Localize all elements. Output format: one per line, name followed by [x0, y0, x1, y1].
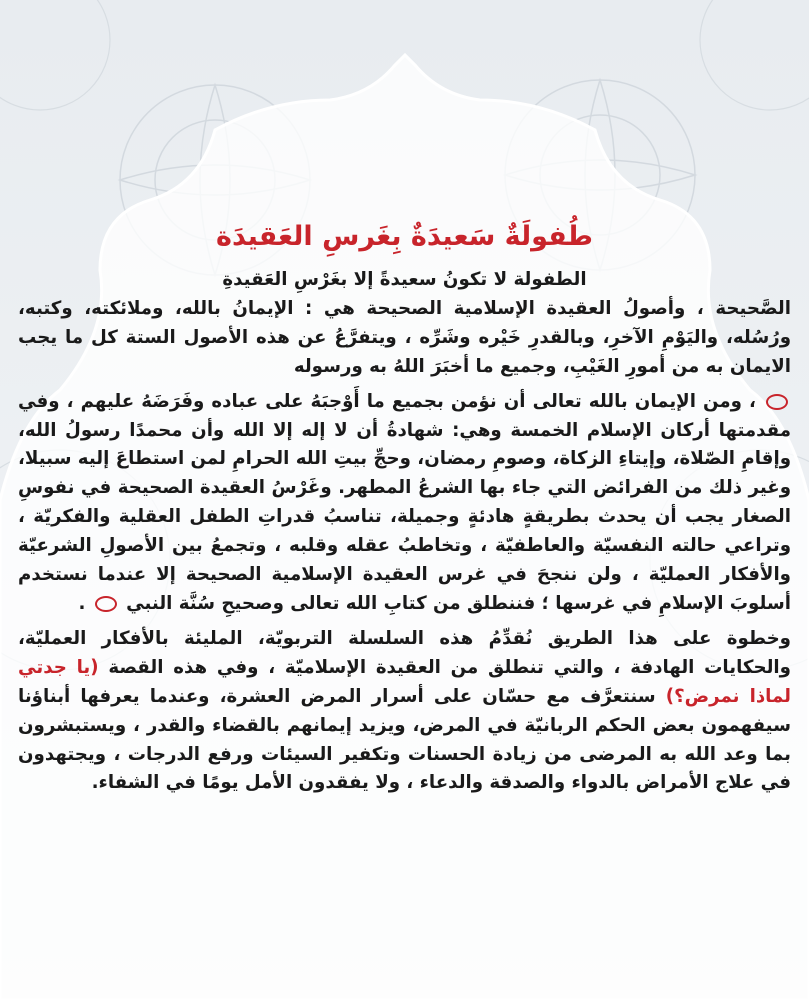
- doctrine-text: وغَرْسُ العقيدة الصحيحة في نفوسِ الصغار يجب أن يحدث بطريقةٍ هادئةٍ وجميلة، تناسبُ قدراتِ الطفل العقلية والفكريّة ، وتراعي حالته النفسيّة والعاطفيّة ، وتخاطبُ عقله وقلبه ، وتجمعُ بين الأصولِ الشرعيّة والأفكار العمليّة ، ولن ننجحَ في غرس العقيدة الإسلامية الصحيحة إلا عندما نستخدم أسلوبَ الإسلامِ في غرسها ؛ فننطلق من كتابِ الله تعالى وصحيحِ سُنَّة النبي: [18, 477, 791, 614]
- faith-end: .: [78, 592, 86, 614]
- series-text-end: سنتعرَّف مع حسّان على أسرار المرض العشرة، وعندما يعرفها أبناؤنا سيفهمون بعض الحكم الربانيّة في المرض، ويزيد إيمانهم بالقضاء والقدر ، ويستبشرون بما وعد الله به المرضى من زيادة الحسنات وتكفير السيئات ورفع الدرجات ، ويجتهدون في علاج الأمراض بالدواء والصدقة والدعاء ، ولا يفقدون الأمل يومًا في الشفاء.: [18, 685, 791, 794]
- salutation-icon: [766, 394, 788, 410]
- article: [18, 214, 791, 804]
- story-title: (يا جدتي لماذا نمرض؟): [18, 656, 792, 707]
- salutation-icon: [95, 596, 117, 612]
- intro-text: الصَّحيحة ، وأصولُ العقيدة الإسلامية الصحيحة هي : الإيمانُ بالله، وملائكته، وكتبه، ورُسُله، واليَوْمِ الآخرِ، وبالقدرِ خَيْره وشَرِّه ، ويتفرَّعُ عن هذه الأصول الستة كل ما يجب الايمان به من أمورِ الغَيْبِ، وجميع ما أخبَرَ اللهُ به ورسوله: [18, 297, 791, 377]
- intro-first-line: الطفولة لا تكونُ سعيدةً إلا بغَرْسِ العَقيدةِ: [222, 269, 587, 290]
- page-title: طُفولَةٌ سَعيدَةٌ بِغَرسِ العَقيدَة: [216, 221, 593, 252]
- faith-text: ، ومن الإيمان بالله تعالى أن نؤمن بجميع ما أَوْجبَهُ على عباده وفَرَضَهُ عليهم ، وفي مقدمتها أركان الإسلام الخمسة وهي: شهادةُ أن لا إله إلا الله وأن محمدًا رسولُ الله، وإقامِ الصّلاة، وإيتاءِ الزكاة، وصومِ رمضان، وحجِّ بيتِ الله الحرامِ لمن استطاعَ إليه سبيلا، وغير ذلك من الفرائض التي جاء بها الشرعُ المطهر.: [18, 390, 791, 499]
- paragraph-faith: [18, 388, 791, 619]
- paragraph-series: [18, 625, 791, 798]
- series-text: وخطوة على هذا الطريق نُقدِّمُ هذه السلسلة التربويّة، المليئة بالأفكار العمليّة، والحكايات الهادفة ، والتي تنطلق من العقيدة الإسلاميّة ، وفي هذه القصة: [18, 627, 791, 678]
- paragraph-intro: [18, 266, 791, 382]
